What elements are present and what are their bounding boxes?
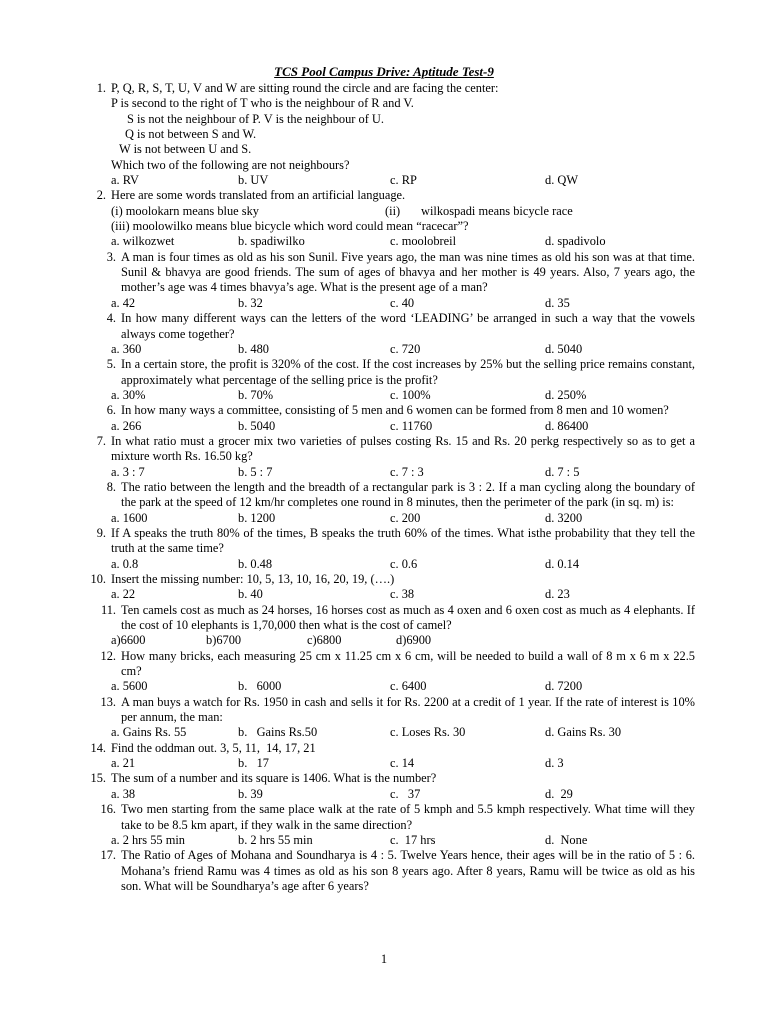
- document-title: TCS Pool Campus Drive: Aptitude Test-9: [274, 64, 494, 79]
- question-number: 10.: [90, 572, 106, 586]
- answer-options: [111, 342, 711, 357]
- answer-options: [111, 419, 711, 434]
- translation-ii-text: wilkospadi means bicycle race: [421, 203, 573, 218]
- question-number: 12.: [100, 648, 116, 663]
- question-number: 4.: [106, 311, 116, 326]
- question-text: Two men starting from the same place walk at the rate of 5 kmph and 5.5 kmph respectively. What time will they take to be 8.5 km apart, if they walk in the same direction?: [121, 802, 695, 832]
- option-b: b. spadiwilko: [238, 234, 305, 249]
- option-c: c. 200: [390, 510, 421, 525]
- answer-options: [111, 756, 711, 771]
- option-c: c. 17 hrs: [390, 832, 436, 847]
- translation-ii-label: (ii): [385, 203, 401, 218]
- question-text: Here are some words translated from an artificial language.: [111, 188, 406, 203]
- question-10: [0, 572, 768, 587]
- question-text: Ten camels cost as much as 24 horses, 16 horses cost as much as 4 oxen and 6 oxen cost as much as 4 elephants. If the cost of 10 elephants is 1,70,000 then what is the cost of camel?: [121, 602, 695, 633]
- question-text: Insert the missing number: 10, 5, 13, 10, 16, 20, 19, (….): [111, 572, 395, 586]
- question-8: [0, 480, 768, 511]
- option-a: a. 1600: [111, 510, 148, 525]
- option-c: c. 14: [390, 756, 415, 771]
- option-d: d. Gains Rs. 30: [545, 725, 622, 740]
- option-d: d)6900: [396, 633, 432, 648]
- option-b: b. 5040: [238, 418, 276, 433]
- question-5: [0, 357, 768, 388]
- question-number: 17.: [100, 848, 116, 863]
- option-a: a. 3 : 7: [111, 464, 145, 479]
- question-number: 5.: [106, 357, 116, 372]
- option-a: a. 360: [111, 341, 142, 356]
- answer-options: [111, 633, 711, 648]
- option-a: a. 266: [111, 418, 142, 433]
- option-a: a. 0.8: [111, 556, 139, 571]
- option-d: d. 7 : 5: [545, 464, 580, 479]
- question-text: In how many different ways can the letters of the word ‘LEADING’ be arranged in such a way that the vowels always come together?: [121, 311, 695, 341]
- translation-ii: [385, 204, 573, 219]
- option-a: a)6600: [111, 633, 146, 648]
- option-a: a. 2 hrs 55 min: [111, 832, 185, 847]
- option-d: d. 250%: [545, 387, 587, 402]
- option-c: c. 0.6: [390, 556, 418, 571]
- question-text: W is not between U and S.: [119, 142, 252, 157]
- question-number: 11.: [100, 602, 116, 617]
- translation-row: [111, 204, 711, 219]
- question-1: [0, 81, 768, 173]
- question-text: In what ratio must a grocer mix two varieties of pulses costing Rs. 15 and Rs. 20 perkg respectively so as to get a mixture worth Rs. 16.50 kg?: [111, 433, 695, 464]
- option-b: b. 5 : 7: [238, 464, 273, 479]
- option-b: b. UV: [238, 173, 269, 188]
- question-number: 2.: [96, 188, 106, 203]
- option-a: a. 42: [111, 295, 136, 310]
- option-d: d. None: [545, 832, 588, 847]
- option-d: d. 3200: [545, 510, 583, 525]
- option-b: b. 6000: [238, 679, 282, 694]
- option-d: d. 86400: [545, 418, 589, 433]
- option-d: d. 29: [545, 786, 573, 801]
- option-a: a. 38: [111, 786, 136, 801]
- question-list: [0, 81, 768, 894]
- option-a: a. 5600: [111, 679, 148, 694]
- question-text: A man is four times as old as his son Sunil. Five years ago, the man was nine times as old his son was at that time. Sunil & bhavya are good friends. The sum of ages of bhavya and her mother is 49 years. Also, 7 years ago, the mother’s age was 4 times bhavya’s age. What is the present age of a man?: [121, 249, 695, 295]
- question-number: 8.: [106, 479, 116, 494]
- option-a: a. RV: [111, 173, 139, 188]
- option-c: c. 7 : 3: [390, 464, 424, 479]
- question-text: In a certain store, the profit is 320% of the cost. If the cost increases by 25% but the selling price remains constant, approximately what percentage of the selling price is the profit?: [121, 357, 695, 387]
- question-14: [0, 741, 768, 756]
- question-number: 15.: [90, 771, 106, 786]
- option-d: d. 7200: [545, 679, 583, 694]
- option-c: c)6800: [307, 633, 342, 648]
- question-number: 14.: [90, 740, 106, 755]
- question-11: [0, 603, 768, 634]
- question-text: The Ratio of Ages of Mohana and Soundharya is 4 : 5. Twelve Years hence, their ages will be in the ratio of 5 : 6. Mohana’s friend Ramu was 4 times as old as his son 8 years ago. After 8 years, Ramu will be twice as old as his son. What will be Soundharya’s age after 6 years?: [121, 848, 695, 893]
- question-text: P, Q, R, S, T, U, V and W are sitting round the circle and are facing the center:: [111, 81, 499, 95]
- question-2: [0, 188, 768, 234]
- option-c: c. 11760: [390, 418, 433, 433]
- question-text: (iii) moolowilko means blue bicycle which word could mean “racecar”?: [111, 219, 469, 234]
- option-a: a. 30%: [111, 387, 146, 402]
- option-b: b. Gains Rs.50: [238, 725, 318, 740]
- option-b: b. 0.48: [238, 556, 273, 571]
- option-c: c. 37: [390, 786, 421, 801]
- answer-options: [111, 557, 711, 572]
- option-b: b. 2 hrs 55 min: [238, 832, 313, 847]
- question-text: P is second to the right of T who is the neighbour of R and V.: [111, 96, 414, 111]
- question-text: How many bricks, each measuring 25 cm x 11.25 cm x 6 cm, will be needed to build a wall of 8 m x 6 m x 22.5 cm?: [121, 648, 695, 679]
- question-number: 7.: [96, 433, 106, 448]
- question-text: If A speaks the truth 80% of the times, B speaks the truth 60% of the times. What isthe probability that they tell the truth at the same time?: [111, 525, 695, 556]
- answer-options: [111, 833, 711, 848]
- translation-i: (i) moolokarn means blue sky: [111, 203, 259, 218]
- option-d: d. 0.14: [545, 556, 580, 571]
- option-c: c. 38: [390, 587, 415, 602]
- question-7: [0, 434, 768, 465]
- question-13: [0, 695, 768, 726]
- option-d: d. 5040: [545, 341, 583, 356]
- option-b: b. 40: [238, 587, 263, 602]
- answer-options: [111, 587, 711, 602]
- option-c: c. Loses Rs. 30: [390, 725, 466, 740]
- question-3: [0, 250, 768, 296]
- answer-options: [111, 679, 711, 694]
- answer-options: [111, 234, 711, 249]
- option-d: d. 3: [545, 756, 564, 771]
- question-text: Q is not between S and W.: [125, 127, 257, 142]
- question-text: In how many ways a committee, consisting of 5 men and 6 women can be formed from 8 men and 10 women?: [121, 403, 669, 418]
- question-number: 16.: [100, 802, 116, 817]
- question-text: Which two of the following are not neighbours?: [111, 157, 350, 172]
- question-text: Find the oddman out. 3, 5, 11, 14, 17, 21: [111, 740, 316, 755]
- option-c: c. moolobreil: [390, 234, 457, 249]
- question-text: A man buys a watch for Rs. 1950 in cash and sells it for Rs. 2200 at a credit of 1 year. If the rate of interest is 10% per annum, the man:: [121, 694, 695, 725]
- answer-options: [111, 465, 711, 480]
- option-b: b. 17: [238, 756, 269, 771]
- question-16: [0, 802, 768, 833]
- option-c: c. 40: [390, 295, 415, 310]
- option-d: d. 23: [545, 587, 570, 602]
- question-number: 9.: [96, 525, 106, 540]
- option-d: d. QW: [545, 173, 579, 188]
- option-a: a. 21: [111, 756, 136, 771]
- option-a: a. Gains Rs. 55: [111, 725, 187, 740]
- question-12: [0, 649, 768, 680]
- option-a: a. 22: [111, 587, 136, 602]
- question-number: 3.: [106, 249, 116, 264]
- option-d: d. 35: [545, 295, 570, 310]
- option-b: b. 480: [238, 341, 269, 356]
- question-17: [0, 848, 768, 894]
- option-b: b. 32: [238, 295, 263, 310]
- answer-options: [111, 173, 711, 188]
- question-4: [0, 311, 768, 342]
- question-15: [0, 771, 768, 786]
- question-text: The ratio between the length and the breadth of a rectangular park is 3 : 2. If a man cycling along the boundary of the park at the speed of 12 km/hr completes one round in 8 minutes, then the perimeter of the park (in sq. m) is:: [121, 479, 695, 510]
- option-b: b)6700: [206, 633, 242, 648]
- option-c: c. 720: [390, 341, 421, 356]
- option-a: a. wilkozwet: [111, 234, 175, 249]
- question-number: 13.: [100, 694, 116, 709]
- page-number: 1: [380, 952, 388, 966]
- question-number: 1.: [96, 81, 106, 95]
- question-number: 6.: [106, 403, 116, 418]
- option-c: c. RP: [390, 173, 417, 188]
- answer-options: [111, 787, 711, 802]
- option-c: c. 6400: [390, 679, 427, 694]
- answer-options: [111, 296, 711, 311]
- option-d: d. spadivolo: [545, 234, 606, 249]
- answer-options: [111, 388, 711, 403]
- question-text: S is not the neighbour of P. V is the neighbour of U.: [127, 111, 384, 126]
- option-c: c. 100%: [390, 387, 431, 402]
- option-b: b. 70%: [238, 387, 274, 402]
- answer-options: [111, 725, 711, 740]
- option-b: b. 39: [238, 786, 263, 801]
- option-b: b. 1200: [238, 510, 276, 525]
- answer-options: [111, 511, 711, 526]
- question-text: The sum of a number and its square is 1406. What is the number?: [111, 771, 437, 786]
- question-9: [0, 526, 768, 557]
- question-6: [0, 403, 768, 418]
